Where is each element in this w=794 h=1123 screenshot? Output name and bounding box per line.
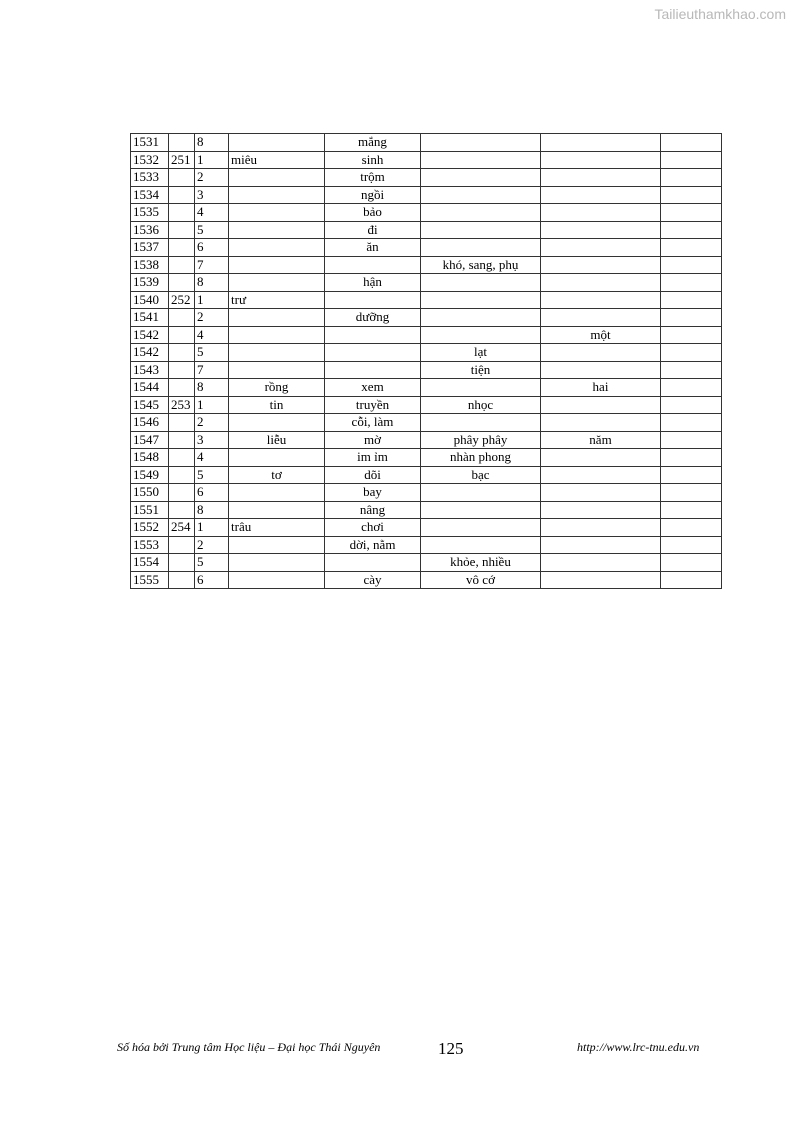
table-cell <box>325 554 421 572</box>
table-cell: 4 <box>195 204 229 222</box>
table-cell <box>421 134 541 152</box>
table-cell <box>169 361 195 379</box>
table-row <box>131 536 722 554</box>
table-cell <box>169 466 195 484</box>
table-row <box>131 501 722 519</box>
table-cell <box>661 431 722 449</box>
table-cell: trâu <box>229 519 325 537</box>
table-row <box>131 309 722 327</box>
table-cell: ngồi <box>325 186 421 204</box>
table-row <box>131 169 722 187</box>
table-row <box>131 431 722 449</box>
table-row <box>131 361 722 379</box>
table-cell <box>421 221 541 239</box>
table-row <box>131 554 722 572</box>
table-cell <box>541 256 661 274</box>
table-cell <box>169 554 195 572</box>
table-cell <box>229 239 325 257</box>
table-cell: 1539 <box>131 274 169 292</box>
table-cell <box>169 309 195 327</box>
table-cell <box>661 256 722 274</box>
table-cell: rồng <box>229 379 325 397</box>
table-cell: 8 <box>195 134 229 152</box>
table-cell <box>169 274 195 292</box>
table-cell: trư <box>229 291 325 309</box>
table-cell <box>661 449 722 467</box>
table-cell <box>661 379 722 397</box>
table-cell <box>325 326 421 344</box>
table-row <box>131 396 722 414</box>
table-row <box>131 326 722 344</box>
table-cell: hai <box>541 379 661 397</box>
table-cell: 253 <box>169 396 195 414</box>
table-cell: khỏe, nhiều <box>421 554 541 572</box>
table-cell: 8 <box>195 379 229 397</box>
table-cell <box>541 466 661 484</box>
table-cell <box>229 326 325 344</box>
table-cell <box>661 274 722 292</box>
table-cell: 7 <box>195 256 229 274</box>
table-cell: nhọc <box>421 396 541 414</box>
table-cell: 1541 <box>131 309 169 327</box>
table-cell <box>541 169 661 187</box>
table-cell <box>421 326 541 344</box>
table-cell <box>661 134 722 152</box>
table-cell <box>541 309 661 327</box>
table-cell: 1553 <box>131 536 169 554</box>
table-cell: 2 <box>195 536 229 554</box>
table-cell: 7 <box>195 361 229 379</box>
table-cell: dời, nằm <box>325 536 421 554</box>
page-number: 125 <box>438 1039 464 1058</box>
table-cell <box>229 309 325 327</box>
table-cell <box>421 186 541 204</box>
table-cell: 1531 <box>131 134 169 152</box>
table-cell <box>541 239 661 257</box>
table-cell <box>661 326 722 344</box>
table-cell: nhàn phong <box>421 449 541 467</box>
table-cell: 1 <box>195 151 229 169</box>
table-cell <box>661 466 722 484</box>
table-cell <box>169 134 195 152</box>
table-cell <box>169 344 195 362</box>
table-cell: trộm <box>325 169 421 187</box>
table-cell <box>541 134 661 152</box>
table-cell <box>421 151 541 169</box>
table-cell <box>325 344 421 362</box>
table-cell: truyền <box>325 396 421 414</box>
table-cell: 6 <box>195 239 229 257</box>
table-cell: khó, sang, phụ <box>421 256 541 274</box>
table-row <box>131 274 722 292</box>
table-cell <box>229 449 325 467</box>
table-cell <box>229 221 325 239</box>
table-cell: 1 <box>195 396 229 414</box>
table-cell: im ỉm <box>325 449 421 467</box>
table-cell: 1534 <box>131 186 169 204</box>
table-cell: 1549 <box>131 466 169 484</box>
table-cell: đi <box>325 221 421 239</box>
table-cell <box>229 186 325 204</box>
table-cell <box>421 204 541 222</box>
table-cell <box>229 571 325 589</box>
table-cell: hận <box>325 274 421 292</box>
table-row <box>131 221 722 239</box>
table-cell <box>541 221 661 239</box>
table-cell: 6 <box>195 484 229 502</box>
table-cell <box>541 186 661 204</box>
table-cell: 4 <box>195 449 229 467</box>
table-cell <box>661 414 722 432</box>
table-row <box>131 134 722 152</box>
table-cell <box>169 431 195 449</box>
table-row <box>131 291 722 309</box>
table-cell: sinh <box>325 151 421 169</box>
table-cell <box>541 484 661 502</box>
table-cell: 1554 <box>131 554 169 572</box>
table-cell: mắng <box>325 134 421 152</box>
table-cell <box>661 501 722 519</box>
table-cell <box>421 169 541 187</box>
table-cell <box>541 571 661 589</box>
table-row <box>131 239 722 257</box>
table-cell <box>661 536 722 554</box>
table-cell <box>229 501 325 519</box>
table-cell <box>541 396 661 414</box>
table-cell: 1544 <box>131 379 169 397</box>
table-cell: bay <box>325 484 421 502</box>
table-cell: ăn <box>325 239 421 257</box>
table-cell <box>661 554 722 572</box>
table-cell: 1537 <box>131 239 169 257</box>
table-cell <box>229 256 325 274</box>
table-cell <box>421 379 541 397</box>
table-cell: 8 <box>195 274 229 292</box>
table-cell <box>541 414 661 432</box>
table-cell <box>169 256 195 274</box>
table-cell <box>169 536 195 554</box>
table-cell <box>421 519 541 537</box>
table-cell: lạt <box>421 344 541 362</box>
table-cell <box>421 501 541 519</box>
table-cell: bảo <box>325 204 421 222</box>
table-cell <box>169 379 195 397</box>
table-row <box>131 519 722 537</box>
table-cell: 252 <box>169 291 195 309</box>
table-cell <box>661 571 722 589</box>
table-cell <box>541 554 661 572</box>
table-cell: 2 <box>195 169 229 187</box>
table-cell <box>661 186 722 204</box>
table-cell <box>661 151 722 169</box>
table-row <box>131 449 722 467</box>
table-cell: 1546 <box>131 414 169 432</box>
word-table <box>130 133 722 589</box>
table-cell <box>421 536 541 554</box>
table-cell: 5 <box>195 554 229 572</box>
table-cell: 8 <box>195 501 229 519</box>
table-cell <box>421 414 541 432</box>
table-cell: 1555 <box>131 571 169 589</box>
table-cell <box>229 536 325 554</box>
table-cell: 1550 <box>131 484 169 502</box>
table-cell: 1538 <box>131 256 169 274</box>
table-cell: một <box>541 326 661 344</box>
table-cell <box>325 291 421 309</box>
table-cell: 1552 <box>131 519 169 537</box>
table-cell <box>421 484 541 502</box>
table-cell: 1 <box>195 291 229 309</box>
table-cell <box>541 449 661 467</box>
table-cell <box>169 449 195 467</box>
table-cell <box>541 204 661 222</box>
table-cell: 1542 <box>131 344 169 362</box>
table-cell <box>661 519 722 537</box>
table-row <box>131 186 722 204</box>
table-cell <box>541 344 661 362</box>
table-cell <box>229 361 325 379</box>
table-cell: 3 <box>195 431 229 449</box>
table-cell <box>541 519 661 537</box>
table-cell <box>661 484 722 502</box>
table-cell: liễu <box>229 431 325 449</box>
table-cell: nâng <box>325 501 421 519</box>
table-cell <box>169 186 195 204</box>
table-cell <box>661 291 722 309</box>
table-row <box>131 571 722 589</box>
table-cell <box>229 169 325 187</box>
table-row <box>131 204 722 222</box>
table-cell: mờ <box>325 431 421 449</box>
table-cell <box>421 291 541 309</box>
table-cell: dưỡng <box>325 309 421 327</box>
footer-credit: Số hóa bởi Trung tâm Học liệu – Đại học Thái Nguyên <box>117 1040 381 1054</box>
table-cell <box>325 256 421 274</box>
table-cell: 1548 <box>131 449 169 467</box>
table-cell: 6 <box>195 571 229 589</box>
table-cell <box>661 344 722 362</box>
table-cell <box>169 326 195 344</box>
table-cell <box>661 396 722 414</box>
table-cell <box>661 239 722 257</box>
table-cell: 1542 <box>131 326 169 344</box>
table-cell: 251 <box>169 151 195 169</box>
table-cell: 1545 <box>131 396 169 414</box>
table-cell <box>661 169 722 187</box>
table-cell: 1533 <box>131 169 169 187</box>
table-cell: 2 <box>195 414 229 432</box>
table-cell <box>169 169 195 187</box>
table-cell: năm <box>541 431 661 449</box>
table-row <box>131 344 722 362</box>
table-cell <box>229 134 325 152</box>
table-cell <box>421 274 541 292</box>
table-cell: dõi <box>325 466 421 484</box>
table-cell <box>169 221 195 239</box>
table-cell <box>541 291 661 309</box>
table-cell: chơi <box>325 519 421 537</box>
footer-url: http://www.lrc-tnu.edu.vn <box>577 1040 700 1054</box>
table-cell: 1 <box>195 519 229 537</box>
table-cell <box>541 151 661 169</box>
table-cell: 1551 <box>131 501 169 519</box>
table-cell <box>541 361 661 379</box>
table-cell: 1536 <box>131 221 169 239</box>
table-cell <box>229 274 325 292</box>
table-row <box>131 484 722 502</box>
table-cell <box>541 274 661 292</box>
table-cell: 1543 <box>131 361 169 379</box>
table-cell: vô cớ <box>421 571 541 589</box>
table-cell <box>541 536 661 554</box>
table-cell <box>661 361 722 379</box>
table-cell: cày <box>325 571 421 589</box>
table-cell <box>169 414 195 432</box>
table-cell: 5 <box>195 221 229 239</box>
table-row <box>131 379 722 397</box>
table-cell <box>661 309 722 327</box>
table-cell: tin <box>229 396 325 414</box>
table-cell: 5 <box>195 344 229 362</box>
table-cell: cỗi, làm <box>325 414 421 432</box>
table-cell: bạc <box>421 466 541 484</box>
table-cell <box>325 361 421 379</box>
table-cell: 1540 <box>131 291 169 309</box>
table-cell <box>229 484 325 502</box>
table-cell <box>421 239 541 257</box>
table-cell <box>169 239 195 257</box>
table-cell: 1547 <box>131 431 169 449</box>
table-cell: 1535 <box>131 204 169 222</box>
table-cell <box>169 501 195 519</box>
table-cell: 254 <box>169 519 195 537</box>
table-cell <box>169 571 195 589</box>
table-cell: tơ <box>229 466 325 484</box>
table-cell <box>169 204 195 222</box>
table-cell <box>229 204 325 222</box>
table-row <box>131 414 722 432</box>
table-cell <box>541 501 661 519</box>
table-cell: miêu <box>229 151 325 169</box>
table-cell: 4 <box>195 326 229 344</box>
watermark: Tailieuthamkhao.com <box>654 6 786 22</box>
table-cell <box>169 484 195 502</box>
table-row <box>131 466 722 484</box>
table-cell: tiện <box>421 361 541 379</box>
table-row <box>131 151 722 169</box>
table-cell: 5 <box>195 466 229 484</box>
table-cell <box>229 414 325 432</box>
table-cell <box>229 344 325 362</box>
table-cell: phây phây <box>421 431 541 449</box>
table-cell: 1532 <box>131 151 169 169</box>
table-cell <box>661 204 722 222</box>
table-cell: 2 <box>195 309 229 327</box>
table-row <box>131 256 722 274</box>
table-cell: xem <box>325 379 421 397</box>
table-cell: 3 <box>195 186 229 204</box>
table-cell <box>661 221 722 239</box>
table-cell <box>229 554 325 572</box>
table-cell <box>421 309 541 327</box>
